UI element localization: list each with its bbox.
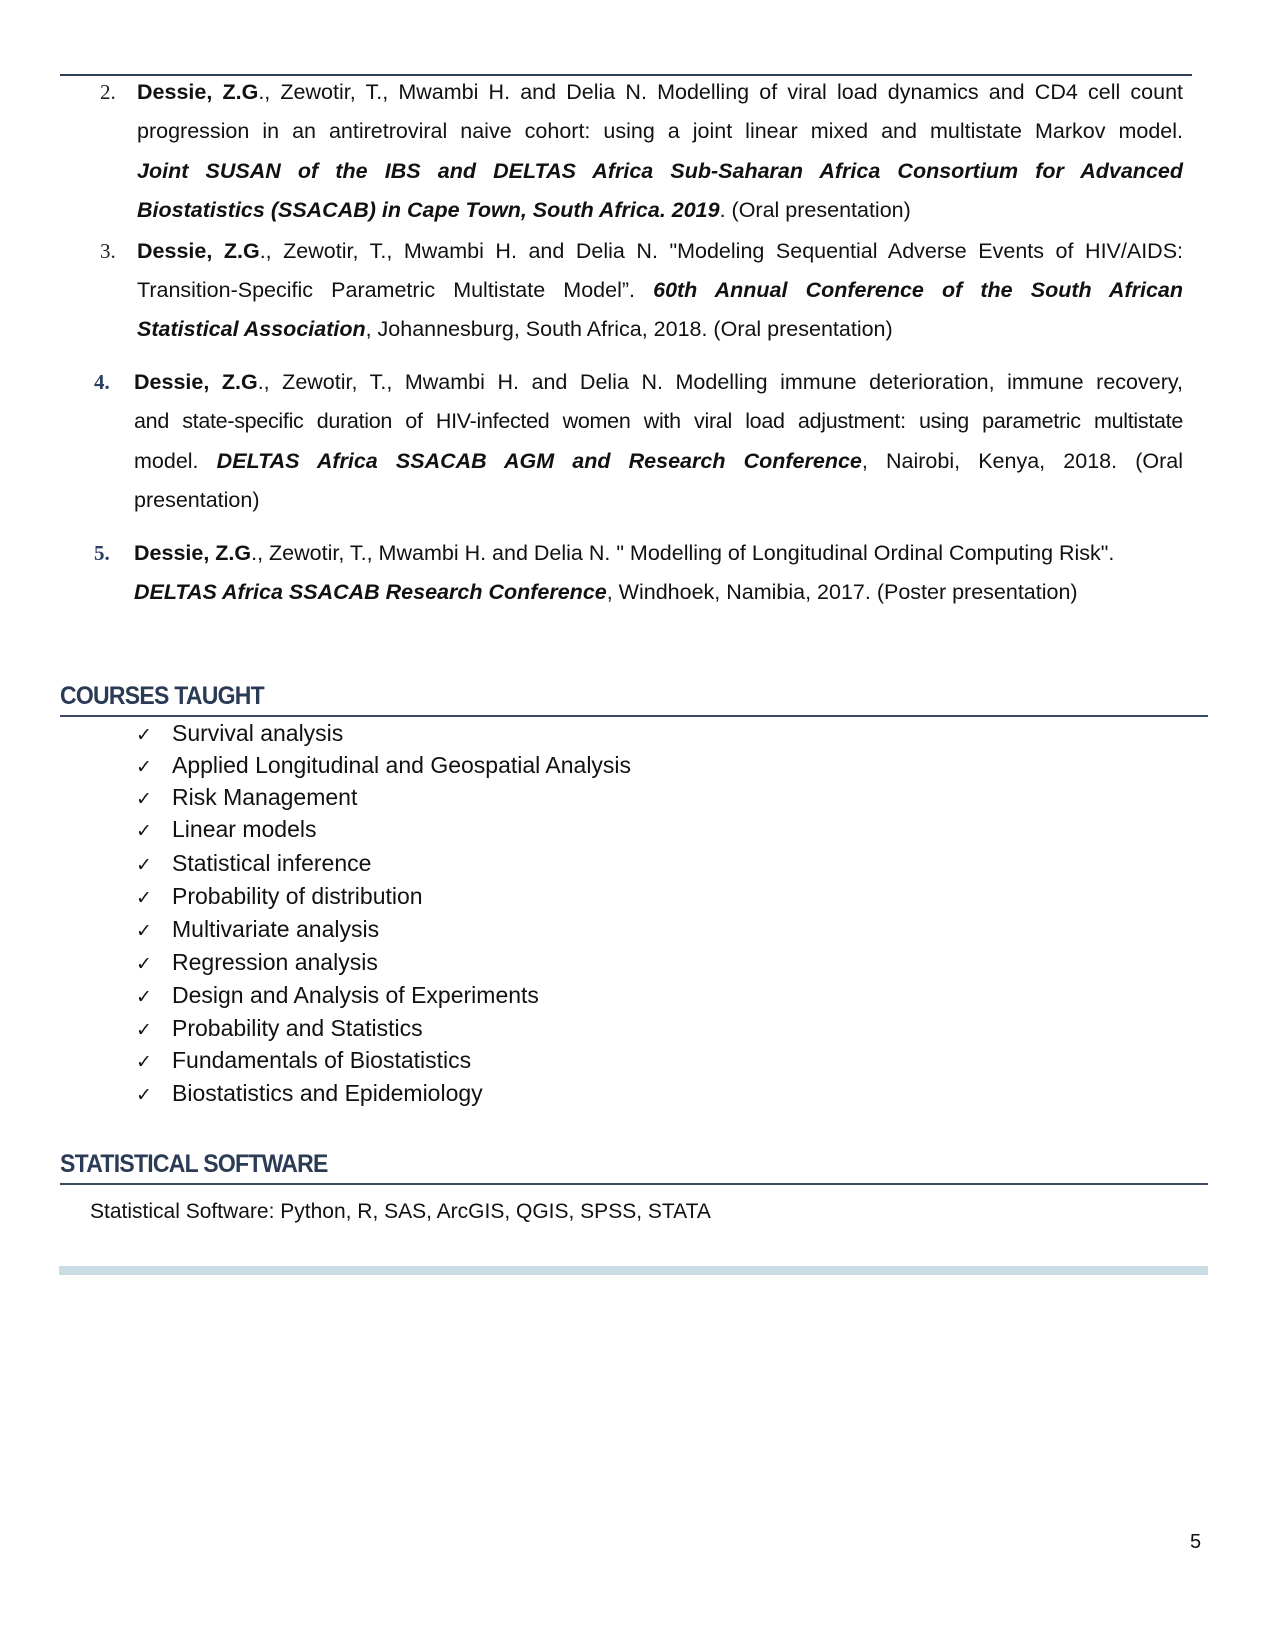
section-heading-software: STATISTICAL SOFTWARE (60, 1150, 328, 1178)
publication-text: , Johannesburg, South Africa, 2018. (Oral presentation) (365, 317, 893, 341)
publication-line (137, 278, 1183, 302)
top-divider (60, 74, 1192, 76)
publication-line (137, 80, 1183, 104)
publication-number: 3. (100, 239, 116, 263)
checkmark-icon: ✓ (136, 1019, 152, 1041)
course-item (136, 1015, 423, 1043)
footer-bar (59, 1266, 1208, 1275)
course-item (136, 883, 423, 911)
course-label: Fundamentals of Biostatistics (172, 1047, 472, 1073)
section-divider (60, 1183, 1208, 1185)
checkmark-icon: ✓ (136, 1084, 152, 1106)
course-label: Biostatistics and Epidemiology (172, 1080, 483, 1106)
publication-line (137, 119, 1183, 143)
checkmark-icon: ✓ (136, 920, 152, 942)
course-item (136, 1047, 471, 1075)
software-list-text: Statistical Software: Python, R, SAS, ArcGIS, QGIS, SPSS, STATA (90, 1200, 711, 1223)
publication-number: 5. (94, 541, 110, 565)
course-label: Statistical inference (172, 850, 372, 876)
venue-name: Joint SUSAN of the IBS and DELTAS Africa Sub-Saharan Africa Consortium for Advanced (137, 159, 1183, 183)
author-name: Dessie, Z.G (137, 80, 259, 104)
course-label: Applied Longitudinal and Geospatial Analysis (172, 752, 632, 778)
publication-text: , Nairobi, Kenya, 2018. (Oral (861, 449, 1183, 473)
course-item (136, 1080, 483, 1108)
course-label: Design and Analysis of Experiments (172, 982, 539, 1008)
author-name: Dessie, Z.G (137, 239, 260, 263)
publication-text: ., Zewotir, T., Mwambi H. and Delia N. Modelling of viral load dynamics and CD4 cell count (258, 80, 1184, 104)
publication-text: and state-specific duration of HIV-infected women with viral load adjustment: using parametric multistate (134, 409, 1183, 433)
publication-line (134, 580, 1078, 604)
publication-text: Transition-Specific Parametric Multistate Model”. (137, 278, 654, 302)
course-item (136, 916, 379, 944)
checkmark-icon: ✓ (136, 724, 152, 746)
page-number: 5 (1190, 1531, 1202, 1553)
publication-line (137, 198, 911, 222)
venue-name: Statistical Association (137, 317, 366, 341)
course-item (136, 949, 378, 977)
course-item (136, 850, 371, 878)
author-name: Dessie, Z.G (134, 370, 258, 394)
section-divider (60, 715, 1208, 717)
course-label: Linear models (172, 816, 317, 842)
course-label: Probability and Statistics (172, 1015, 423, 1041)
publication-text: ., Zewotir, T., Mwambi H. and Delia N. " Modelling of Longitudinal Ordinal Computing Risk". (251, 541, 1115, 565)
publication-line (137, 317, 893, 341)
publication-number: 2. (100, 80, 116, 104)
publication-line (134, 541, 1114, 565)
checkmark-icon: ✓ (136, 986, 152, 1008)
section-heading-courses: COURSES TAUGHT (60, 682, 264, 710)
checkmark-icon: ✓ (136, 820, 152, 842)
checkmark-icon: ✓ (136, 788, 152, 810)
publication-line (134, 409, 1183, 433)
venue-name: 60th Annual Conference of the South African (653, 278, 1184, 302)
course-label: Multivariate analysis (172, 916, 380, 942)
publication-text: . (Oral presentation) (719, 198, 911, 222)
course-item (136, 982, 539, 1010)
publication-line (134, 370, 1183, 394)
checkmark-icon: ✓ (136, 854, 152, 876)
publication-line (137, 159, 1183, 183)
course-label: Survival analysis (172, 720, 344, 746)
publication-text: model. (134, 449, 217, 473)
checkmark-icon: ✓ (136, 1051, 152, 1073)
venue-name: DELTAS Africa SSACAB Research Conference (134, 580, 607, 604)
publication-line (137, 239, 1183, 263)
checkmark-icon: ✓ (136, 953, 152, 975)
publication-text: progression in an antiretroviral naive cohort: using a joint linear mixed and multistate Markov model. (137, 119, 1183, 143)
course-label: Regression analysis (172, 949, 378, 975)
publication-line (134, 449, 1183, 473)
publication-number: 4. (94, 370, 110, 394)
publication-text: ., Zewotir, T., Mwambi H. and Delia N. "Modeling Sequential Adverse Events of HIV/AIDS: (259, 239, 1184, 263)
publication-text: , Windhoek, Namibia, 2017. (Poster presentation) (606, 580, 1078, 604)
course-label: Probability of distribution (172, 883, 423, 909)
publication-text: presentation) (134, 488, 260, 512)
course-label: Risk Management (172, 784, 358, 810)
course-item (136, 816, 316, 844)
author-name: Dessie, Z.G (134, 541, 252, 565)
course-item (136, 720, 343, 748)
venue-name: DELTAS Africa SSACAB AGM and Research Conference (216, 449, 862, 473)
course-item (136, 784, 357, 812)
publication-text: ., Zewotir, T., Mwambi H. and Delia N. Modelling immune deterioration, immune recovery, (257, 370, 1183, 394)
venue-name: Biostatistics (SSACAB) in Cape Town, South Africa. 2019 (137, 198, 720, 222)
publication-line (134, 488, 260, 512)
course-item (136, 752, 631, 780)
checkmark-icon: ✓ (136, 887, 152, 909)
checkmark-icon: ✓ (136, 756, 152, 778)
